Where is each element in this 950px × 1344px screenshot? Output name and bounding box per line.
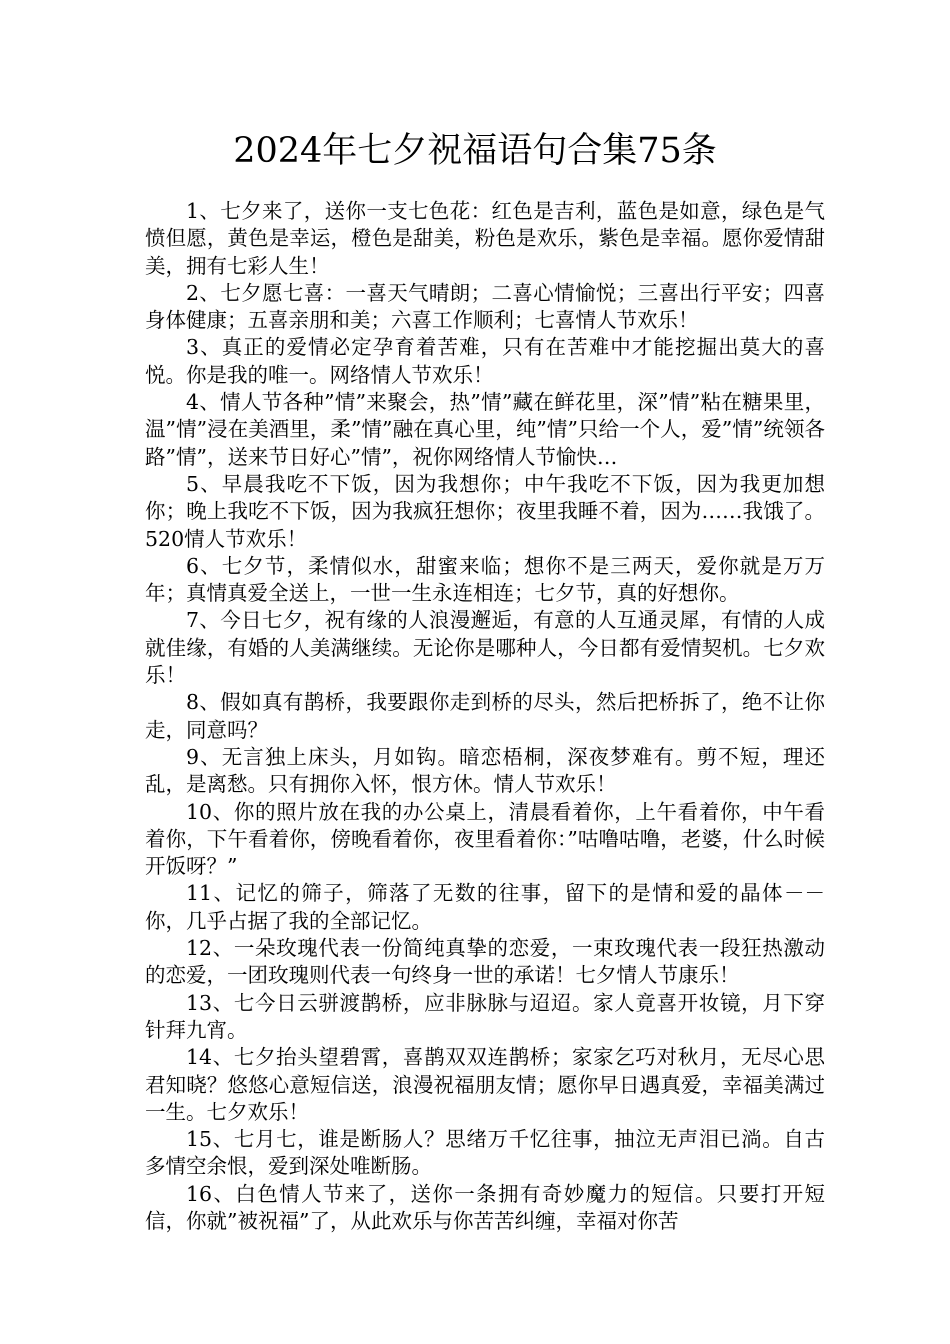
paragraph-7: 7、今日七夕，祝有缘的人浪漫邂逅，有意的人互通灵犀，有情的人成就佳缘，有婚的人美满继续。无论你是哪种人，今日都有爱情契机。七夕欢乐！ (145, 608, 825, 688)
document-body (145, 198, 825, 1235)
document-title: 2024年七夕祝福语句合集75条 (233, 131, 717, 171)
paragraph-3: 3、真正的爱情必定孕育着苦难，只有在苦难中才能挖掘出莫大的喜悦。你是我的唯一。网络情人节欢乐！ (145, 335, 825, 387)
paragraph-11: 11、记忆的筛子，筛落了无数的往事，留下的是情和爱的晶体－－你，几乎占据了我的全部记忆。 (145, 881, 825, 933)
paragraph-12: 12、一朵玫瑰代表一份简纯真挚的恋爱，一束玫瑰代表一段狂热激动的恋爱，一团玫瑰则代表一句终身一世的承诺！七夕情人节康乐！ (145, 936, 825, 988)
paragraph-16: 16、白色情人节来了，送你一条拥有奇妙魔力的短信。只要打开短信，你就”被祝福”了，从此欢乐与你苦苦纠缠，幸福对你苦 (145, 1181, 825, 1233)
paragraph-4: 4、情人节各种”情”来聚会，热”情”藏在鲜花里，深”情”粘在糖果里，温”情”浸在美酒里，柔”情”融在真心里，纯”情”只给一个人，爱”情”统领各路”情”，送来节日好心”情”，祝你网络情人节愉快… (145, 390, 825, 469)
paragraph-1: 1、七夕来了，送你一支七色花：红色是吉利，蓝色是如意，绿色是气愤但愿，黄色是幸运，橙色是甜美，粉色是欢乐，紫色是幸福。愿你爱情甜美，拥有七彩人生！ (145, 199, 825, 278)
paragraph-6: 6、七夕节，柔情似水，甜蜜来临；想你不是三两天，爱你就是万万年；真情真爱全送上，一世一生永连相连；七夕节，真的好想你。 (145, 553, 825, 606)
paragraph-9: 9、无言独上床头，月如钩。暗恋梧桐，深夜梦难有。剪不短，理还乱，是离愁。只有拥你入怀，恨方休。情人节欢乐！ (145, 744, 825, 797)
paragraph-15: 15、七月七，谁是断肠人？思绪万千忆往事，抽泣无声泪已淌。自古多情空余恨，爱到深处唯断肠。 (145, 1127, 825, 1179)
paragraph-5: 5、早晨我吃不下饭，因为我想你；中午我吃不下饭，因为我更加想你；晚上我吃不下饭，因为我疯狂想你；夜里我睡不着，因为……我饿了。520情人节欢乐！ (145, 471, 825, 551)
paragraph-14: 14、七夕抬头望碧霄，喜鹊双双连鹊桥；家家乞巧对秋月，无尽心思君知晓？悠悠心意短信送，浪漫祝福朋友情；愿你早日遇真爱，幸福美满过一生。七夕欢乐！ (145, 1045, 825, 1124)
paragraph-10: 10、你的照片放在我的办公桌上，清晨看着你，上午看着你，中午看着你，下午看着你，傍晚看着你，夜里看着你：”咕噜咕噜，老婆，什么时候开饭呀？” (145, 799, 825, 879)
paragraph-8: 8、假如真有鹊桥，我要跟你走到桥的尽头，然后把桥拆了，绝不让你走，同意吗？ (145, 690, 825, 742)
paragraph-2: 2、七夕愿七喜：一喜天气晴朗；二喜心情愉悦；三喜出行平安；四喜身体健康；五喜亲朋和美；六喜工作顺利；七喜情人节欢乐！ (145, 280, 825, 333)
paragraph-13: 13、七今日云骈渡鹊桥，应非脉脉与迢迢。家人竟喜开妆镜，月下穿针拜九宵。 (145, 990, 825, 1042)
